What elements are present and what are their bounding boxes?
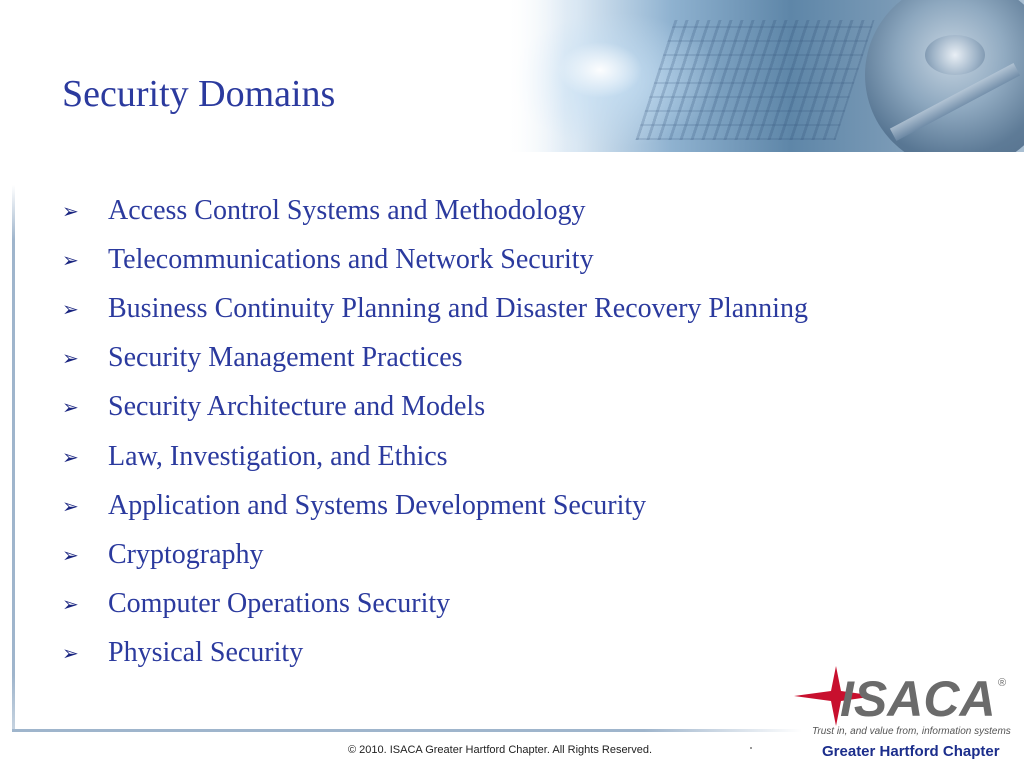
isaca-wordmark: ISACA	[840, 671, 996, 727]
list-item	[62, 481, 808, 530]
header-banner-image	[505, 0, 1024, 152]
list-item	[62, 284, 808, 333]
arrowhead-bullet-icon: ➢	[62, 296, 79, 321]
list-item	[62, 186, 808, 235]
list-item	[62, 432, 808, 481]
list-item	[62, 235, 808, 284]
list-item-text: Physical Security	[108, 637, 304, 669]
list-item-text: Application and Systems Development Security	[108, 489, 647, 521]
left-divider	[12, 185, 15, 730]
list-item	[62, 530, 808, 579]
copyright-footer: © 2010. ISACA Greater Hartford Chapter. All Rights Reserved.	[347, 744, 653, 756]
arrowhead-bullet-icon: ➢	[62, 444, 79, 469]
list-item-text: Access Control Systems and Methodology	[108, 194, 586, 226]
logo-tagline: Trust in, and value from, information systems	[812, 726, 1011, 737]
list-item-text: Law, Investigation, and Ethics	[108, 440, 448, 472]
list-item	[62, 334, 808, 383]
list-item	[62, 383, 808, 432]
arrowhead-bullet-icon: ➢	[62, 592, 79, 617]
list-item-text: Telecommunications and Network Security	[108, 243, 594, 275]
list-item	[62, 580, 808, 629]
list-item-text: Security Management Practices	[108, 342, 463, 374]
arrowhead-bullet-icon: ➢	[62, 346, 79, 371]
list-item-text: Computer Operations Security	[108, 588, 451, 620]
arrowhead-bullet-icon: ➢	[62, 247, 79, 272]
slide-title: Security Domains	[62, 73, 336, 115]
registered-mark: ®	[998, 677, 1007, 689]
bullet-list	[62, 186, 808, 678]
arrowhead-bullet-icon: ➢	[62, 395, 79, 420]
list-item	[62, 629, 808, 678]
list-item-text: Business Continuity Planning and Disaster Recovery Planning	[108, 292, 808, 324]
arrowhead-bullet-icon: ➢	[62, 198, 79, 223]
isaca-logo	[790, 664, 1015, 764]
chapter-name: Greater Hartford Chapter	[822, 743, 1000, 760]
bottom-divider	[12, 729, 802, 732]
isaca-star-wordmark-icon	[790, 664, 1015, 728]
list-item-text: Security Architecture and Models	[108, 391, 486, 423]
list-item-text: Cryptography	[108, 538, 264, 570]
arrowhead-bullet-icon: ➢	[62, 542, 79, 567]
arrowhead-bullet-icon: ➢	[62, 493, 79, 518]
arrowhead-bullet-icon: ➢	[62, 641, 79, 666]
